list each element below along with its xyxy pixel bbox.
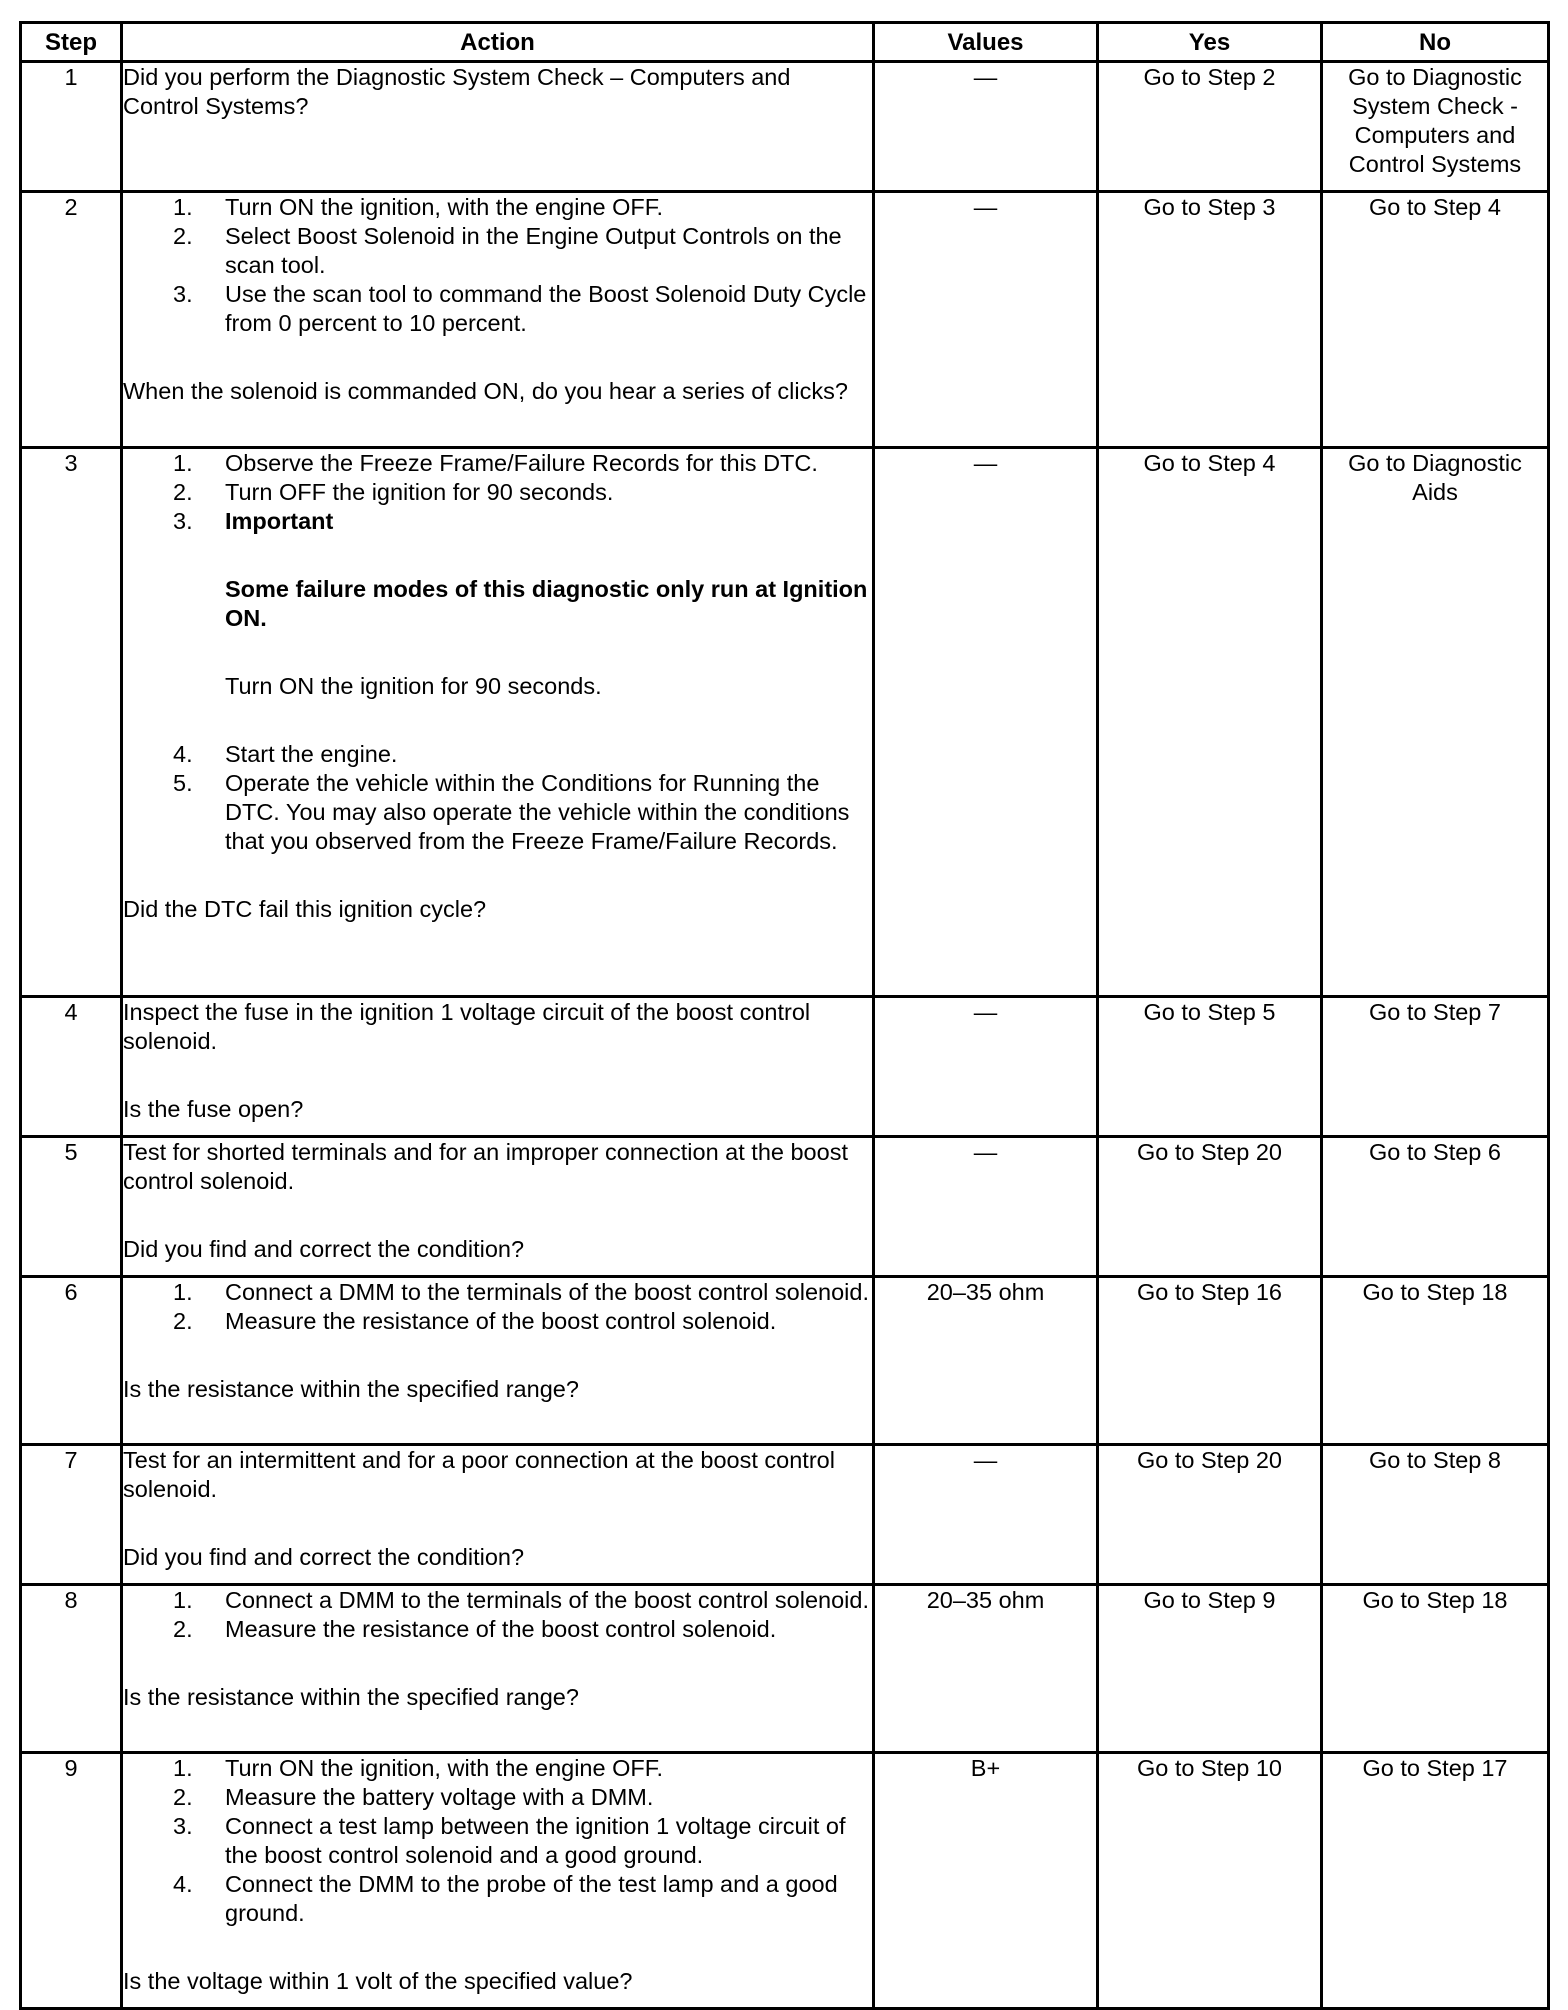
table-row	[21, 448, 1549, 997]
header-values: Values	[874, 23, 1098, 62]
item-text: Start the engine.	[225, 741, 398, 767]
list-item	[123, 1783, 872, 1812]
item-text: Operate the vehicle within the Conditions for Running the DTC. You may also operate the vehicle within the conditions that you observed from the Freeze Frame/Failure Records.	[225, 770, 850, 854]
item-number: 2.	[173, 1784, 193, 1810]
item-text: Use the scan tool to command the Boost Solenoid Duty Cycle from 0 percent to 10 percent.	[225, 281, 867, 336]
item-number: 1.	[173, 450, 193, 476]
table-row	[21, 1445, 1549, 1585]
list-item	[123, 1812, 872, 1870]
step-number: 4	[21, 997, 122, 1137]
no-cell: Go to Step 7	[1322, 997, 1549, 1137]
item-number: 4.	[173, 741, 193, 767]
values-cell: —	[874, 448, 1098, 997]
action-question: When the solenoid is commanded ON, do you hear a series of clicks?	[123, 378, 848, 404]
item-number: 2.	[173, 1616, 193, 1642]
action-cell	[122, 1753, 874, 2009]
item-text: Turn ON the ignition, with the engine OFF.	[225, 194, 664, 220]
no-cell: Go to Step 18	[1322, 1585, 1549, 1753]
step-number: 7	[21, 1445, 122, 1585]
action-cell	[122, 1445, 874, 1585]
yes-cell: Go to Step 2	[1098, 62, 1322, 192]
item-text: Measure the resistance of the boost control solenoid.	[225, 1616, 777, 1642]
step-number: 5	[21, 1137, 122, 1277]
table-row	[21, 997, 1549, 1137]
action-steps	[123, 1754, 872, 1928]
item-text: Connect a DMM to the terminals of the boost control solenoid.	[225, 1279, 869, 1305]
values-cell: 20–35 ohm	[874, 1585, 1098, 1753]
list-item	[123, 507, 872, 701]
item-number: 3.	[173, 508, 193, 534]
action-cell	[122, 1585, 874, 1753]
action-text: Test for an intermittent and for a poor connection at the boost control solenoid.	[123, 1447, 835, 1502]
yes-cell: Go to Step 10	[1098, 1753, 1322, 2009]
list-item	[123, 193, 872, 222]
item-text: Observe the Freeze Frame/Failure Records for this DTC.	[225, 450, 818, 476]
list-item	[123, 1615, 872, 1644]
list-item	[123, 1278, 872, 1307]
no-cell: Go to Step 8	[1322, 1445, 1549, 1585]
values-cell: —	[874, 192, 1098, 448]
item-number: 2.	[173, 479, 193, 505]
action-question: Is the voltage within 1 volt of the specified value?	[123, 1968, 633, 1994]
item-text: Connect a DMM to the terminals of the boost control solenoid.	[225, 1587, 869, 1613]
values-cell: —	[874, 1445, 1098, 1585]
step-number: 9	[21, 1753, 122, 2009]
yes-cell: Go to Step 4	[1098, 448, 1322, 997]
no-cell: Go to Diagnostic System Check - Computers and Control Systems	[1322, 62, 1549, 192]
values-cell: 20–35 ohm	[874, 1277, 1098, 1445]
values-cell: B+	[874, 1753, 1098, 2009]
action-question: Is the resistance within the specified range?	[123, 1376, 579, 1402]
action-cell	[122, 62, 874, 192]
header-step: Step	[21, 23, 122, 62]
item-text: Turn OFF the ignition for 90 seconds.	[225, 479, 614, 505]
item-number: 1.	[173, 1279, 193, 1305]
item-text: Turn ON the ignition, with the engine OFF.	[225, 1755, 664, 1781]
item-text: Measure the battery voltage with a DMM.	[225, 1784, 654, 1810]
action-steps	[123, 1586, 872, 1644]
important-note: Some failure modes of this diagnostic only run at Ignition ON.	[225, 576, 868, 631]
action-cell	[122, 448, 874, 997]
table-row	[21, 1585, 1549, 1753]
item-text: Turn ON the ignition for 90 seconds.	[225, 673, 602, 699]
list-item	[123, 280, 872, 338]
action-steps	[123, 449, 872, 856]
table-row	[21, 1277, 1549, 1445]
table-row	[21, 1137, 1549, 1277]
no-cell: Go to Diagnostic Aids	[1322, 448, 1549, 997]
list-item	[123, 478, 872, 507]
header-action: Action	[122, 23, 874, 62]
action-text: Inspect the fuse in the ignition 1 voltage circuit of the boost control solenoid.	[123, 999, 811, 1054]
list-item	[123, 1870, 872, 1928]
item-number: 2.	[173, 1308, 193, 1334]
item-text: Connect a test lamp between the ignition 1 voltage circuit of the boost control solenoid and a good ground.	[225, 1813, 846, 1868]
item-number: 2.	[173, 223, 193, 249]
action-text: Test for shorted terminals and for an improper connection at the boost control solenoid.	[123, 1139, 848, 1194]
yes-cell: Go to Step 20	[1098, 1445, 1322, 1585]
diagnostic-table	[19, 21, 1550, 2010]
action-question: Is the resistance within the specified range?	[123, 1684, 579, 1710]
item-number: 4.	[173, 1871, 193, 1897]
no-cell: Go to Step 4	[1322, 192, 1549, 448]
item-number: 5.	[173, 770, 193, 796]
list-item	[123, 1307, 872, 1336]
header-yes: Yes	[1098, 23, 1322, 62]
step-number: 8	[21, 1585, 122, 1753]
item-text: Connect the DMM to the probe of the test lamp and a good ground.	[225, 1871, 838, 1926]
table-row	[21, 62, 1549, 192]
header-row	[21, 23, 1549, 62]
step-number: 3	[21, 448, 122, 997]
item-number: 1.	[173, 194, 193, 220]
item-text: Measure the resistance of the boost control solenoid.	[225, 1308, 777, 1334]
item-number: 1.	[173, 1755, 193, 1781]
no-cell: Go to Step 6	[1322, 1137, 1549, 1277]
step-number: 2	[21, 192, 122, 448]
step-number: 1	[21, 62, 122, 192]
action-question: Did the DTC fail this ignition cycle?	[123, 896, 487, 922]
yes-cell: Go to Step 5	[1098, 997, 1322, 1137]
yes-cell: Go to Step 20	[1098, 1137, 1322, 1277]
table-row	[21, 192, 1549, 448]
action-question: Did you find and correct the condition?	[123, 1544, 525, 1570]
important-label: Important	[225, 508, 334, 534]
yes-cell: Go to Step 3	[1098, 192, 1322, 448]
values-cell: —	[874, 997, 1098, 1137]
list-item	[123, 449, 872, 478]
item-number: 3.	[173, 1813, 193, 1839]
action-cell	[122, 1277, 874, 1445]
action-text: Did you perform the Diagnostic System Check – Computers and Control Systems?	[123, 64, 791, 119]
yes-cell: Go to Step 16	[1098, 1277, 1322, 1445]
list-item	[123, 740, 872, 769]
action-cell	[122, 997, 874, 1137]
yes-cell: Go to Step 9	[1098, 1585, 1322, 1753]
action-steps	[123, 1278, 872, 1336]
list-item	[123, 1586, 872, 1615]
no-cell: Go to Step 17	[1322, 1753, 1549, 2009]
list-item	[123, 222, 872, 280]
action-cell	[122, 192, 874, 448]
step-number: 6	[21, 1277, 122, 1445]
list-item	[123, 769, 872, 856]
values-cell: —	[874, 62, 1098, 192]
action-question: Is the fuse open?	[123, 1096, 304, 1122]
values-cell: —	[874, 1137, 1098, 1277]
action-cell	[122, 1137, 874, 1277]
no-cell: Go to Step 18	[1322, 1277, 1549, 1445]
item-text: Select Boost Solenoid in the Engine Output Controls on the scan tool.	[225, 223, 842, 278]
list-item	[123, 1754, 872, 1783]
item-number: 1.	[173, 1587, 193, 1613]
item-number: 3.	[173, 281, 193, 307]
action-steps	[123, 193, 872, 338]
action-question: Did you find and correct the condition?	[123, 1236, 525, 1262]
header-no: No	[1322, 23, 1549, 62]
table-row	[21, 1753, 1549, 2009]
